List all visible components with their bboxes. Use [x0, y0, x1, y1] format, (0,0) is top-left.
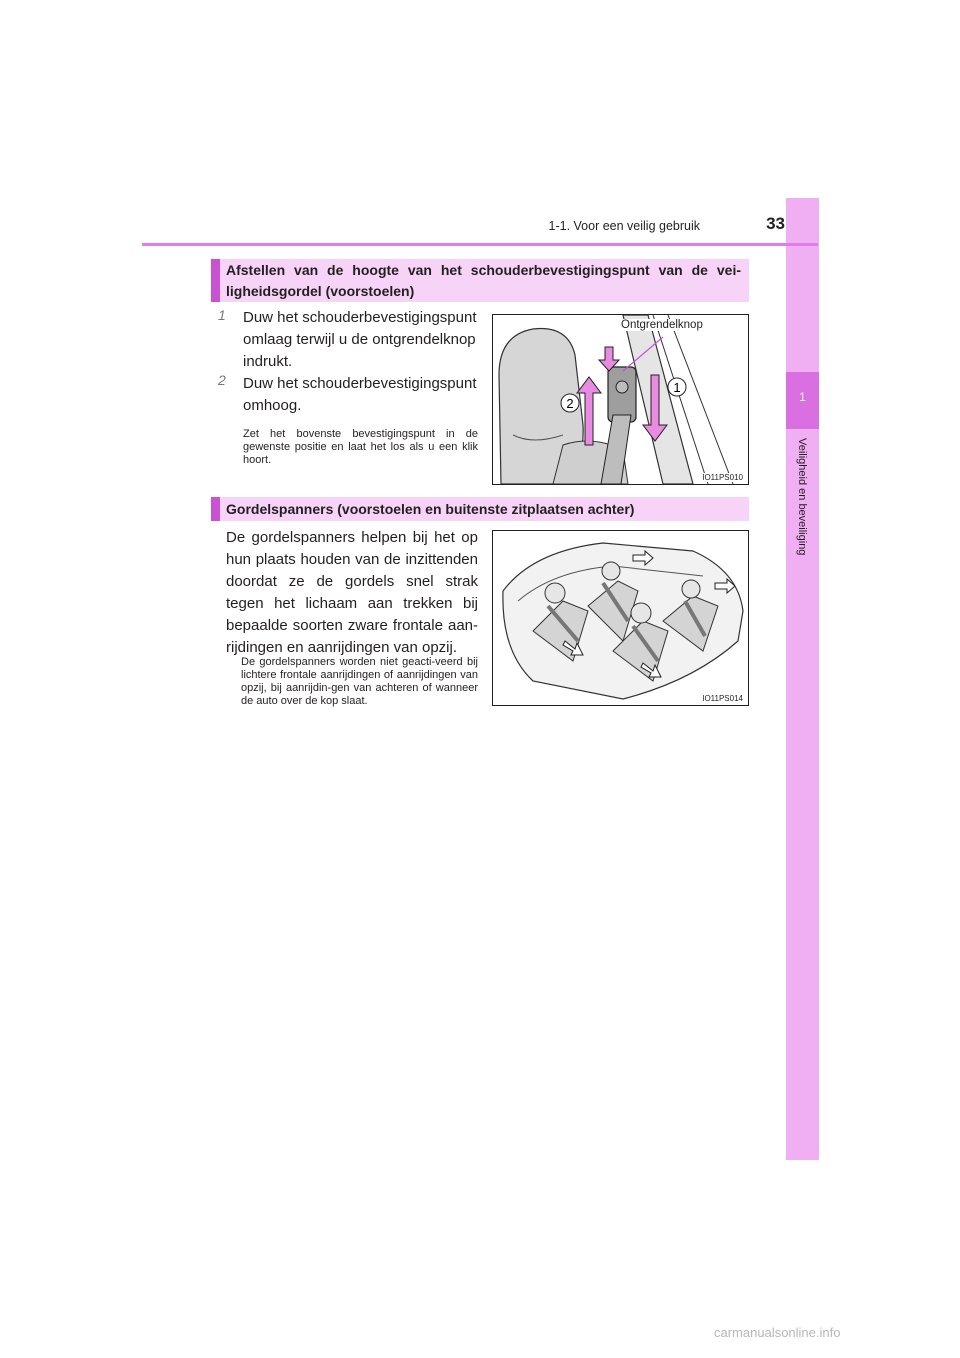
heading-line-1: Afstellen van de hoogte van het schouderbevestigingspunt van de vei-	[226, 262, 741, 278]
seatbelt-anchor-illustration	[493, 315, 748, 484]
heading-line-2: ligheidsgordel (voorstoelen)	[226, 283, 415, 299]
page-number: 33	[766, 214, 785, 233]
watermark: carmanualsonline.info	[714, 1325, 841, 1340]
chapter-title: Veiligheid en beveiliging	[796, 438, 808, 556]
step-2-number: 2	[218, 372, 226, 388]
section-heading-pretensioners	[211, 497, 749, 521]
section-title: 1-1. Voor een veilig gebruik	[548, 219, 700, 233]
step-2-text: Duw het schouderbevestigingspunt omhoog.	[243, 375, 477, 414]
heading-text: Gordelspanners (voorstoelen en buitenste zitplaatsen achter)	[226, 501, 635, 517]
figure-marker-1: 1	[673, 380, 681, 395]
pretensioner-paragraph: De gordelspanners helpen bij het op hun plaats houden van de inzittenden doordat ze de gordels snel strak tegen het lichaam aan trekken bij bepaalde soorten zware frontale aan-rijdingen en aanrijdingen van opzij.	[226, 529, 478, 656]
header-divider	[142, 243, 818, 246]
section-heading-shoulder-anchor	[211, 259, 749, 302]
figure-seatbelt-anchor	[492, 314, 749, 485]
step-1-number: 1	[218, 307, 226, 323]
car-cabin-occupants-illustration	[493, 531, 748, 705]
figure-code: IO11PS010	[702, 473, 743, 482]
step-1-text: Duw het schouderbevestigingspunt omlaag terwijl u de ontgrendelknop indrukt.	[243, 309, 477, 370]
chapter-number: 1	[799, 390, 806, 404]
step-2-note: Zet het bovenste bevestigingspunt in de gewenste positie en laat het los als u een klik hoort.	[243, 428, 478, 466]
chapter-side-tab	[786, 198, 819, 1160]
pretensioner-note: De gordelspanners worden niet geacti-veerd bij lichtere frontale aanrijdingen of aanrijdingen van opzij, bij aanrijdin-gen van achteren of wanneer de auto over de kop slaat.	[241, 656, 478, 707]
release-button-label: Ontgrendelknop	[621, 319, 703, 331]
figure-marker-2: 2	[566, 396, 574, 411]
figure-code: IO11PS014	[702, 694, 743, 703]
figure-pretensioners	[492, 530, 749, 706]
